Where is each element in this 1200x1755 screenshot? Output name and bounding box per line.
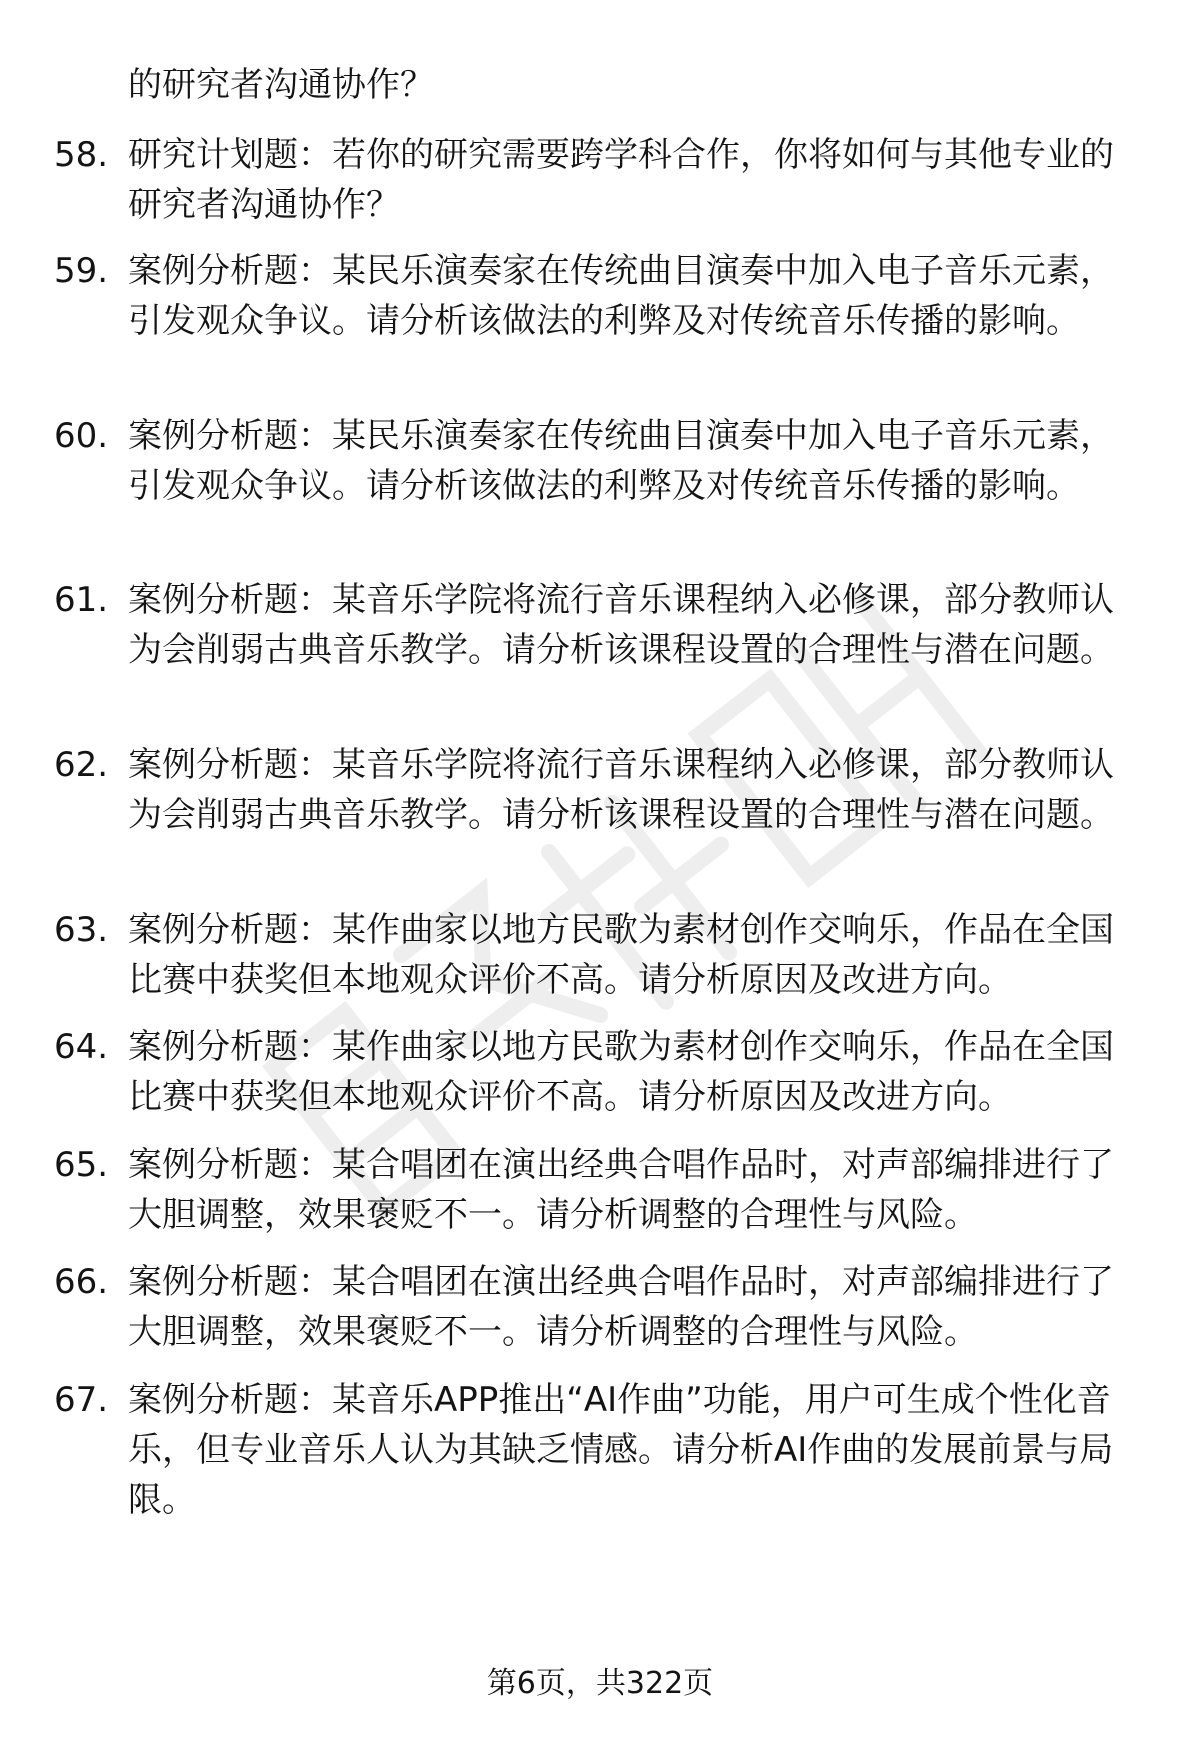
question-number: 60. xyxy=(54,416,109,456)
question-number: 62. xyxy=(54,745,109,785)
question-text: 研究计划题：若你的研究需要跨学科合作，你将如何与其他专业的研究者沟通协作？ xyxy=(128,135,1114,225)
question-text: 案例分析题：某作曲家以地方民歌为素材创作交响乐，作品在全国比赛中获奖但本地观众评价不高。请分析原因及改进方向。 xyxy=(128,1027,1114,1117)
question-text: 案例分析题：某音乐学院将流行音乐课程纳入必修课，部分教师认为会削弱古典音乐教学。请分析该课程设置的合理性与潜在问题。 xyxy=(128,745,1114,835)
page-footer: 第6页，共322页 xyxy=(486,1666,714,1701)
question-number: 65. xyxy=(54,1145,109,1185)
question-number: 64. xyxy=(54,1027,109,1067)
question-number: 67. xyxy=(54,1380,109,1420)
question-number: 66. xyxy=(54,1262,109,1302)
question-number: 59. xyxy=(54,251,109,291)
question-text: 案例分析题：某合唱团在演出经典合唱作品时，对声部编排进行了大胆调整，效果褒贬不一。请分析调整的合理性与风险。 xyxy=(128,1145,1114,1235)
question-text: 案例分析题：某合唱团在演出经典合唱作品时，对声部编排进行了大胆调整，效果褒贬不一。请分析调整的合理性与风险。 xyxy=(128,1262,1114,1352)
continuation-text: 的研究者沟通协作？ xyxy=(128,65,434,105)
question-number: 61. xyxy=(54,580,109,620)
question-number: 63. xyxy=(54,910,109,950)
question-number: 58. xyxy=(54,135,109,175)
question-text: 案例分析题：某民乐演奏家在传统曲目演奏中加入电子音乐元素，引发观众争议。请分析该做法的利弊及对传统音乐传播的影响。 xyxy=(128,251,1114,341)
question-text: 案例分析题：某音乐学院将流行音乐课程纳入必修课，部分教师认为会削弱古典音乐教学。请分析该课程设置的合理性与潜在问题。 xyxy=(128,580,1114,670)
question-text: 案例分析题：某作曲家以地方民歌为素材创作交响乐，作品在全国比赛中获奖但本地观众评价不高。请分析原因及改进方向。 xyxy=(128,910,1114,1000)
question-text: 案例分析题：某音乐APP推出“AI作曲”功能，用户可生成个性化音乐，但专业音乐人认为其缺乏情感。请分析AI作曲的发展前景与局限。 xyxy=(128,1380,1114,1520)
question-text: 案例分析题：某民乐演奏家在传统曲目演奏中加入电子音乐元素，引发观众争议。请分析该做法的利弊及对传统音乐传播的影响。 xyxy=(128,416,1114,506)
